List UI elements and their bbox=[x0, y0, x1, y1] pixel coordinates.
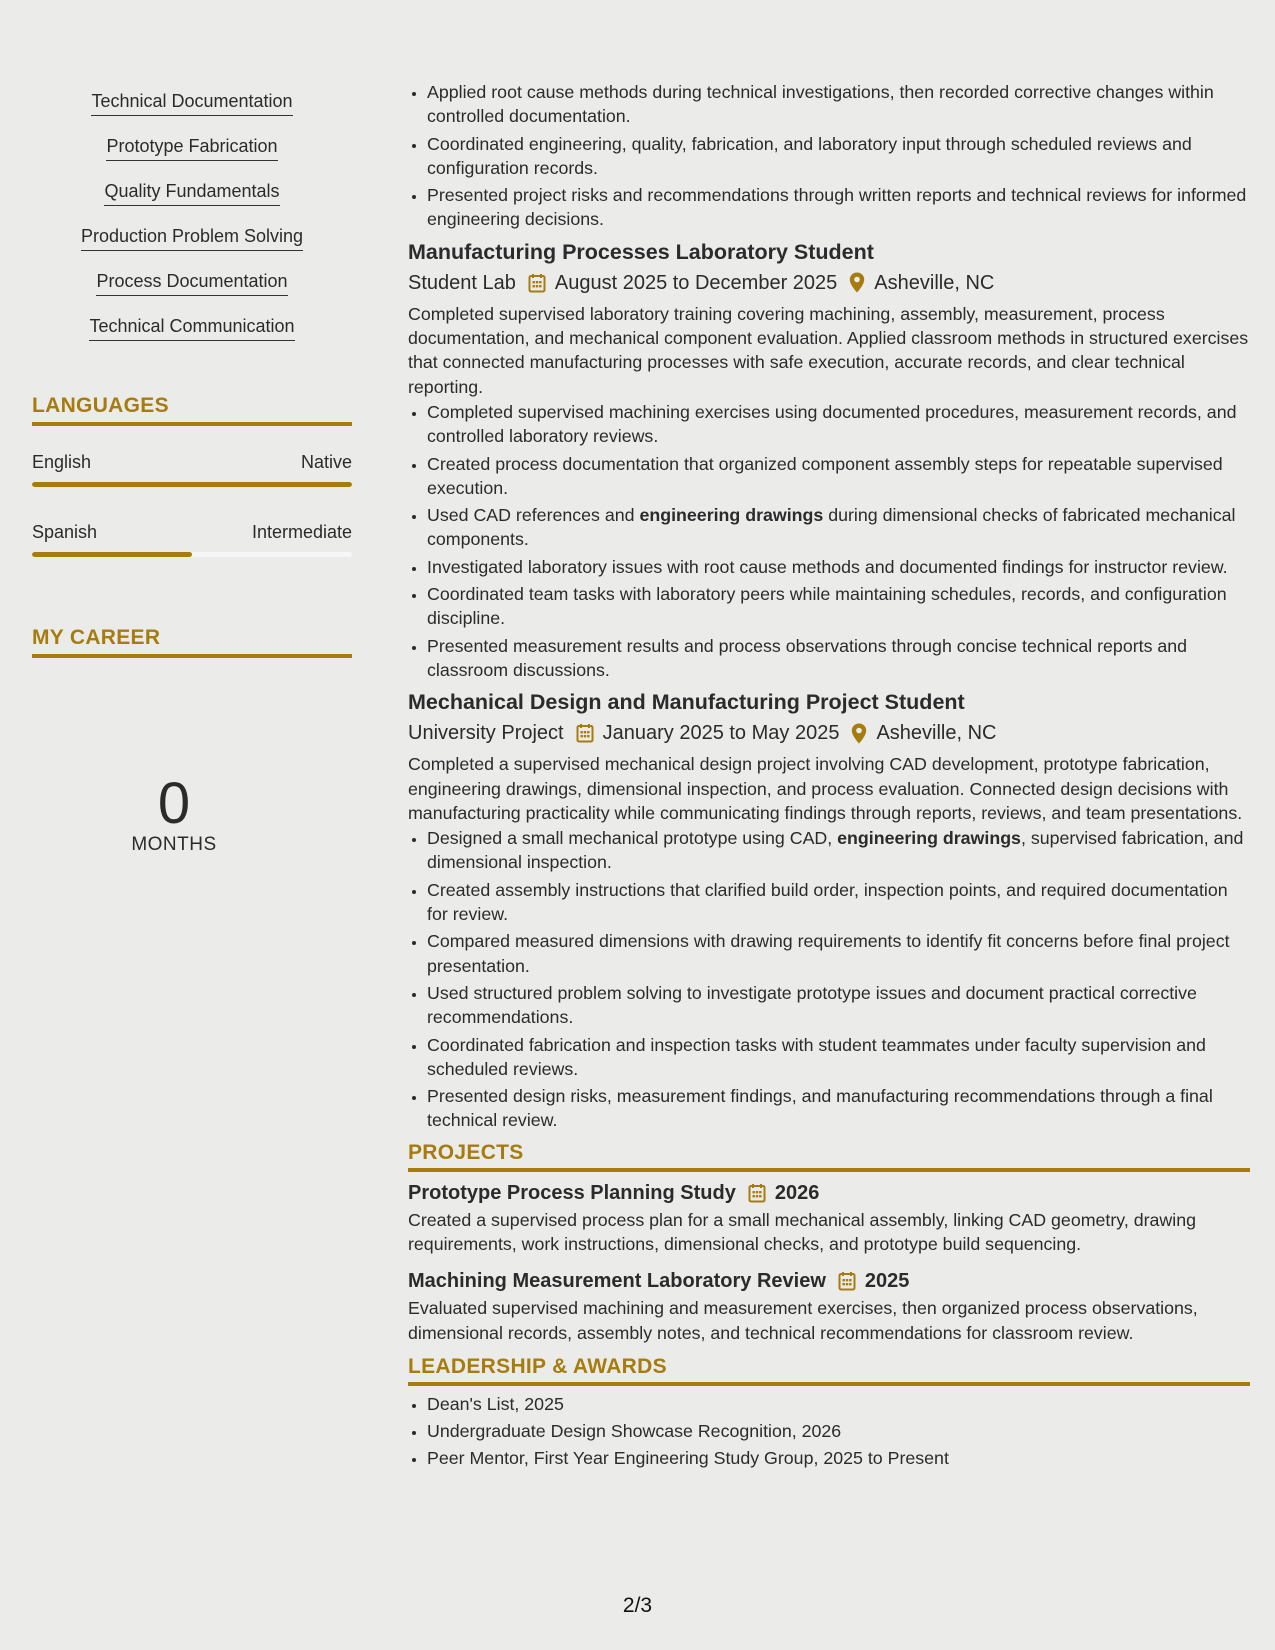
job-location: Asheville, NC bbox=[876, 722, 997, 745]
bullet-item: • Coordinated team tasks with laboratory peers while maintaining schedules, records, and configuration discipline. bbox=[427, 582, 1250, 631]
job-meta bbox=[408, 718, 1250, 748]
bullet-item: • Presented measurement results and process observations through concise technical reports and classroom discussions. bbox=[427, 634, 1250, 683]
calendar-icon bbox=[576, 723, 594, 743]
bullet-item: • Presented project risks and recommendations through written reports and technical reviews for informed engineering decisions. bbox=[427, 183, 1250, 232]
job-dates: January 2025 to May 2025 bbox=[602, 722, 840, 745]
bullet-item: • Used CAD references and engineering drawings during dimensional checks of fabricated mechanical components. bbox=[427, 503, 1250, 552]
bullet-item: • Presented design risks, measurement findings, and manufacturing recommendations through a final technical review. bbox=[427, 1084, 1250, 1133]
bullet-item: • Used structured problem solving to investigate prototype issues and document practical corrective recommendations. bbox=[427, 981, 1250, 1030]
career-unit: MONTHS bbox=[131, 834, 217, 855]
job-description: Completed a supervised mechanical design project involving CAD development, prototype fabrication, engineering drawings, dimensional inspection, and process evaluation. Connected design decisions with manufacturing practicality while communicating findings through reports, reviews, and team presentations. bbox=[408, 754, 1243, 823]
project-year: 2025 bbox=[864, 1270, 910, 1293]
previous-job-bullets bbox=[408, 80, 1250, 232]
job-title: Mechanical Design and Manufacturing Project Student bbox=[408, 690, 965, 715]
bullet-item: • Completed supervised machining exercises using documented procedures, measurement records, and controlled laboratory reviews. bbox=[427, 400, 1250, 449]
bullet-item: • Coordinated fabrication and inspection tasks with student teammates under faculty supervision and scheduled reviews. bbox=[427, 1033, 1250, 1082]
language-item bbox=[32, 520, 352, 590]
main-content bbox=[408, 80, 1250, 1474]
job-description: Completed supervised laboratory training covering machining, assembly, measurement, process documentation, and mechanical component evaluation. Applied classroom methods in structured exercises that connected manufacturing processes with safe execution, accurate records, and clear technical reporting. bbox=[408, 303, 1249, 397]
leadership-heading: LEADERSHIP & AWARDS bbox=[408, 1355, 1250, 1386]
project-title: Machining Measurement Laboratory Review bbox=[408, 1270, 826, 1293]
project-year: 2026 bbox=[774, 1181, 820, 1204]
bullet-item: • Compared measured dimensions with drawing requirements to identify fit concerns before final project presentation. bbox=[427, 929, 1250, 978]
language-name: English bbox=[32, 452, 92, 472]
proficiency-bar-fill bbox=[32, 552, 192, 557]
bullet-item: • Coordinated engineering, quality, fabrication, and laboratory input through scheduled reviews and configuration records. bbox=[427, 132, 1250, 181]
project-title: Prototype Process Planning Study bbox=[408, 1181, 736, 1204]
award-item: • Undergraduate Design Showcase Recognition, 2026 bbox=[427, 1419, 1250, 1443]
bullet-item: • Designed a small mechanical prototype using CAD, engineering drawings, supervised fabrication, and dimensional inspection. bbox=[427, 826, 1250, 875]
project-description: Evaluated supervised machining and measurement exercises, then organized process observations, dimensional records, assembly notes, and technical recommendations for classroom review. bbox=[408, 1298, 1198, 1343]
proficiency-bar bbox=[32, 482, 352, 487]
project-entry bbox=[408, 1266, 1250, 1345]
job-title: Manufacturing Processes Laboratory Student bbox=[408, 239, 874, 264]
skill-item: Quality Fundamentals bbox=[32, 174, 352, 219]
languages-heading: LANGUAGES bbox=[32, 394, 352, 426]
career-heading: MY CAREER bbox=[32, 626, 352, 658]
project-title-row bbox=[408, 1266, 1250, 1296]
language-name: Spanish bbox=[32, 522, 98, 542]
calendar-icon bbox=[838, 1271, 856, 1291]
job-meta bbox=[408, 268, 1250, 298]
bullet-item: • Created assembly instructions that clarified build order, inspection points, and required documentation for review. bbox=[427, 878, 1250, 927]
calendar-icon bbox=[748, 1183, 766, 1203]
location-pin-icon bbox=[849, 272, 865, 293]
skill-item: Production Problem Solving bbox=[32, 219, 352, 264]
language-level: Native bbox=[300, 452, 352, 472]
job-org: Student Lab bbox=[408, 271, 516, 294]
job-location: Asheville, NC bbox=[874, 271, 995, 294]
skill-item: Prototype Fabrication bbox=[32, 129, 352, 174]
experience-entry bbox=[408, 688, 1250, 1132]
bullet-item: • Applied root cause methods during technical investigations, then recorded corrective changes within controlled documentation. bbox=[427, 80, 1250, 129]
proficiency-bar bbox=[32, 552, 352, 557]
language-level: Intermediate bbox=[251, 522, 352, 542]
job-dates: August 2025 to December 2025 bbox=[554, 271, 838, 294]
experience-entry bbox=[408, 238, 1250, 682]
projects-heading: PROJECTS bbox=[408, 1141, 1250, 1172]
location-pin-icon bbox=[851, 723, 867, 744]
career-value: 0 bbox=[157, 771, 191, 836]
bullet-item: • Created process documentation that organized component assembly steps for repeatable supervised execution. bbox=[427, 452, 1250, 501]
job-bullets bbox=[408, 826, 1250, 1133]
skill-item: Technical Documentation bbox=[32, 84, 352, 129]
skills-list bbox=[32, 84, 352, 354]
skill-item: Process Documentation bbox=[32, 264, 352, 309]
job-org: University Project bbox=[408, 722, 564, 745]
language-item bbox=[32, 450, 352, 520]
proficiency-bar-fill bbox=[32, 482, 352, 487]
job-bullets bbox=[408, 400, 1250, 682]
project-description: Created a supervised process plan for a small mechanical assembly, linking CAD geometry, drawing requirements, work instructions, dimensional checks, and prototype build sequencing. bbox=[408, 1209, 1196, 1254]
project-entry bbox=[408, 1178, 1250, 1257]
award-item: • Peer Mentor, First Year Engineering Study Group, 2025 to Present bbox=[427, 1446, 1250, 1470]
skill-item: Technical Communication bbox=[32, 309, 352, 354]
calendar-icon bbox=[528, 273, 546, 293]
page-number: 2/3 bbox=[622, 1594, 653, 1617]
career-summary bbox=[32, 771, 352, 856]
languages-list bbox=[32, 450, 352, 590]
award-item: • Dean's List, 2025 bbox=[427, 1392, 1250, 1416]
bullet-item: • Investigated laboratory issues with root cause methods and documented findings for instructor review. bbox=[427, 555, 1250, 579]
project-title-row bbox=[408, 1178, 1250, 1208]
leadership-list bbox=[408, 1392, 1250, 1471]
sidebar bbox=[32, 84, 352, 856]
